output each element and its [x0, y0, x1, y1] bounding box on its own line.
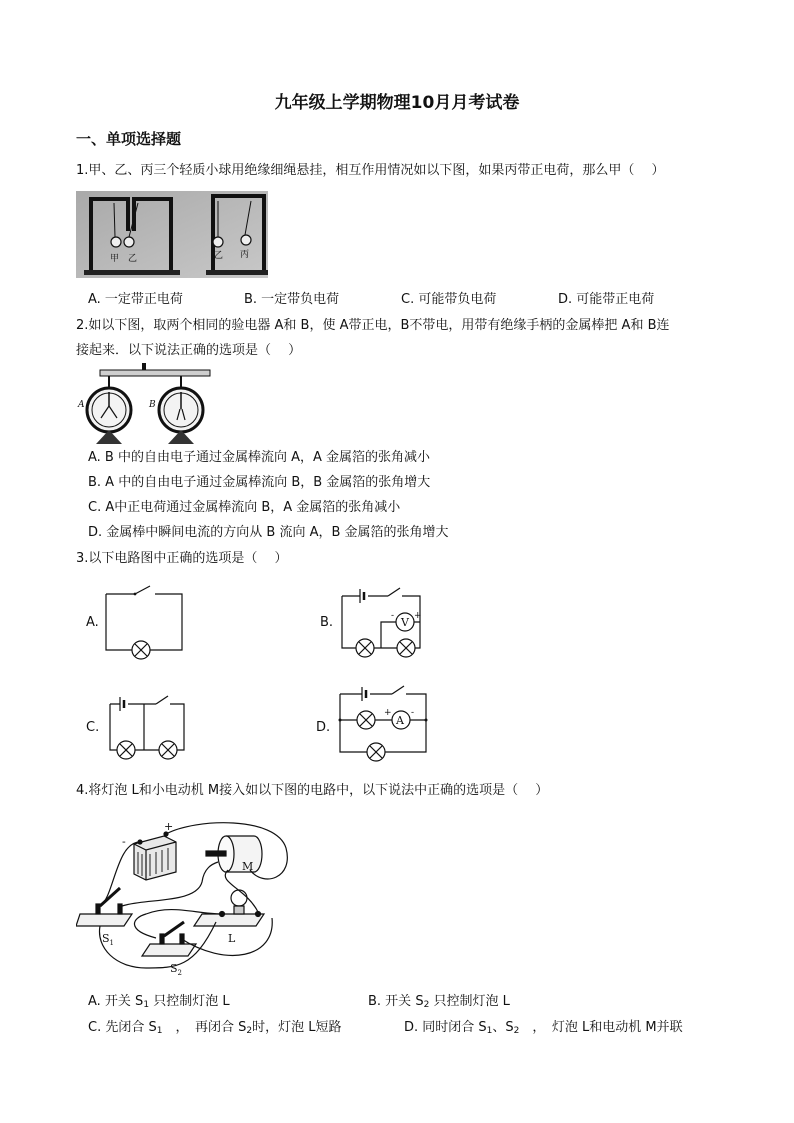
q2-label-a: A — [78, 400, 85, 410]
question-1-stem: 1.甲、乙、丙三个轻质小球用绝缘细绳悬挂，相互作用情况如以下图，如果丙带正电荷，那么甲（ ） — [76, 163, 665, 178]
q1-label-yi: 乙 — [128, 254, 138, 264]
q3-circuit-a — [100, 582, 190, 662]
question-1-figure — [76, 191, 268, 278]
q3-b-minus-label: - — [391, 611, 395, 621]
q1-option-d[interactable]: D. 可能带正电荷 — [558, 292, 655, 307]
q3-circuit-d — [334, 682, 432, 768]
q1-option-b[interactable]: B. 一定带负电荷 — [244, 292, 340, 307]
q1-label-yi-2: 乙 — [214, 251, 224, 261]
q1-option-a[interactable]: A. 一定带正电荷 — [88, 292, 183, 307]
q3-circuit-b — [336, 582, 426, 664]
q3-d-ammeter-label: A — [396, 714, 404, 727]
q3-option-b-label[interactable]: B. — [320, 615, 334, 630]
question-3-stem: 3.以下电路图中正确的选项是（ ） — [76, 551, 288, 566]
q4-motor-label: M — [242, 860, 254, 873]
section-heading: 一、单项选择题 — [76, 130, 182, 148]
q3-option-c-label[interactable]: C. — [86, 720, 100, 735]
q4-option-a[interactable]: A. 开关 $S_1$ 只控制灯泡 L — [88, 994, 230, 1010]
q3-d-minus-label: - — [411, 708, 415, 718]
q3-circuit-c — [104, 690, 190, 762]
q2-option-b[interactable]: B. A 中的自由电子通过金属棒流向 B，B 金属箔的张角增大 — [88, 475, 431, 490]
q4-battery-minus: - — [122, 835, 126, 848]
q2-option-c[interactable]: C. A中正电荷通过金属棒流向 B，A 金属箔的张角减小 — [88, 500, 401, 515]
q2-label-b: B — [149, 400, 156, 410]
q4-lamp-label: L — [228, 932, 236, 945]
q3-d-plus-label: + — [384, 708, 392, 718]
q1-label-jia: 甲 — [110, 254, 120, 264]
q4-option-d[interactable]: D. 同时闭合 $S_1$、$S_2$ ， 灯泡 L和电动机 M并联 — [404, 1020, 683, 1036]
q4-s2-label: $S_2$ — [170, 962, 183, 977]
question-4-figure — [76, 818, 296, 978]
q3-b-plus-label: + — [414, 611, 422, 621]
q4-s1-label: $S_1$ — [102, 932, 115, 947]
q3-option-a-label[interactable]: A. — [86, 615, 99, 630]
q3-b-voltmeter-label: V — [401, 616, 409, 629]
q3-option-d-label[interactable]: D. — [316, 720, 331, 735]
q4-option-b[interactable]: B. 开关 $S_2$ 只控制灯泡 L — [368, 994, 510, 1010]
page-title: 九年级上学期物理10月月考试卷 — [274, 93, 520, 113]
q2-option-d[interactable]: D. 金属棒中瞬间电流的方向从 B 流向 A，B 金属箔的张角增大 — [88, 525, 449, 540]
q1-option-c[interactable]: C. 可能带负电荷 — [401, 292, 497, 307]
q4-battery-plus: + — [164, 820, 174, 833]
q2-option-a[interactable]: A. B 中的自由电子通过金属棒流向 A，A 金属箔的张角减小 — [88, 450, 431, 465]
question-4-stem: 4.将灯泡 L和小电动机 M接入如以下图的电路中，以下说法中正确的选项是（ ） — [76, 783, 549, 798]
question-2-figure — [76, 362, 222, 444]
q4-option-c[interactable]: C. 先闭合 $S_1$ ， 再闭合 $S_2$时，灯泡 L短路 — [88, 1020, 342, 1036]
question-2-stem-line-2: 接起来．以下说法正确的选项是（ ） — [76, 343, 302, 358]
q1-label-bing: 丙 — [240, 250, 250, 260]
question-2-stem-line-1: 2.如以下图，取两个相同的验电器 A和 B，使 A带正电，B不带电，用带有绝缘手柄的金属棒把 A和 B连 — [76, 318, 670, 333]
